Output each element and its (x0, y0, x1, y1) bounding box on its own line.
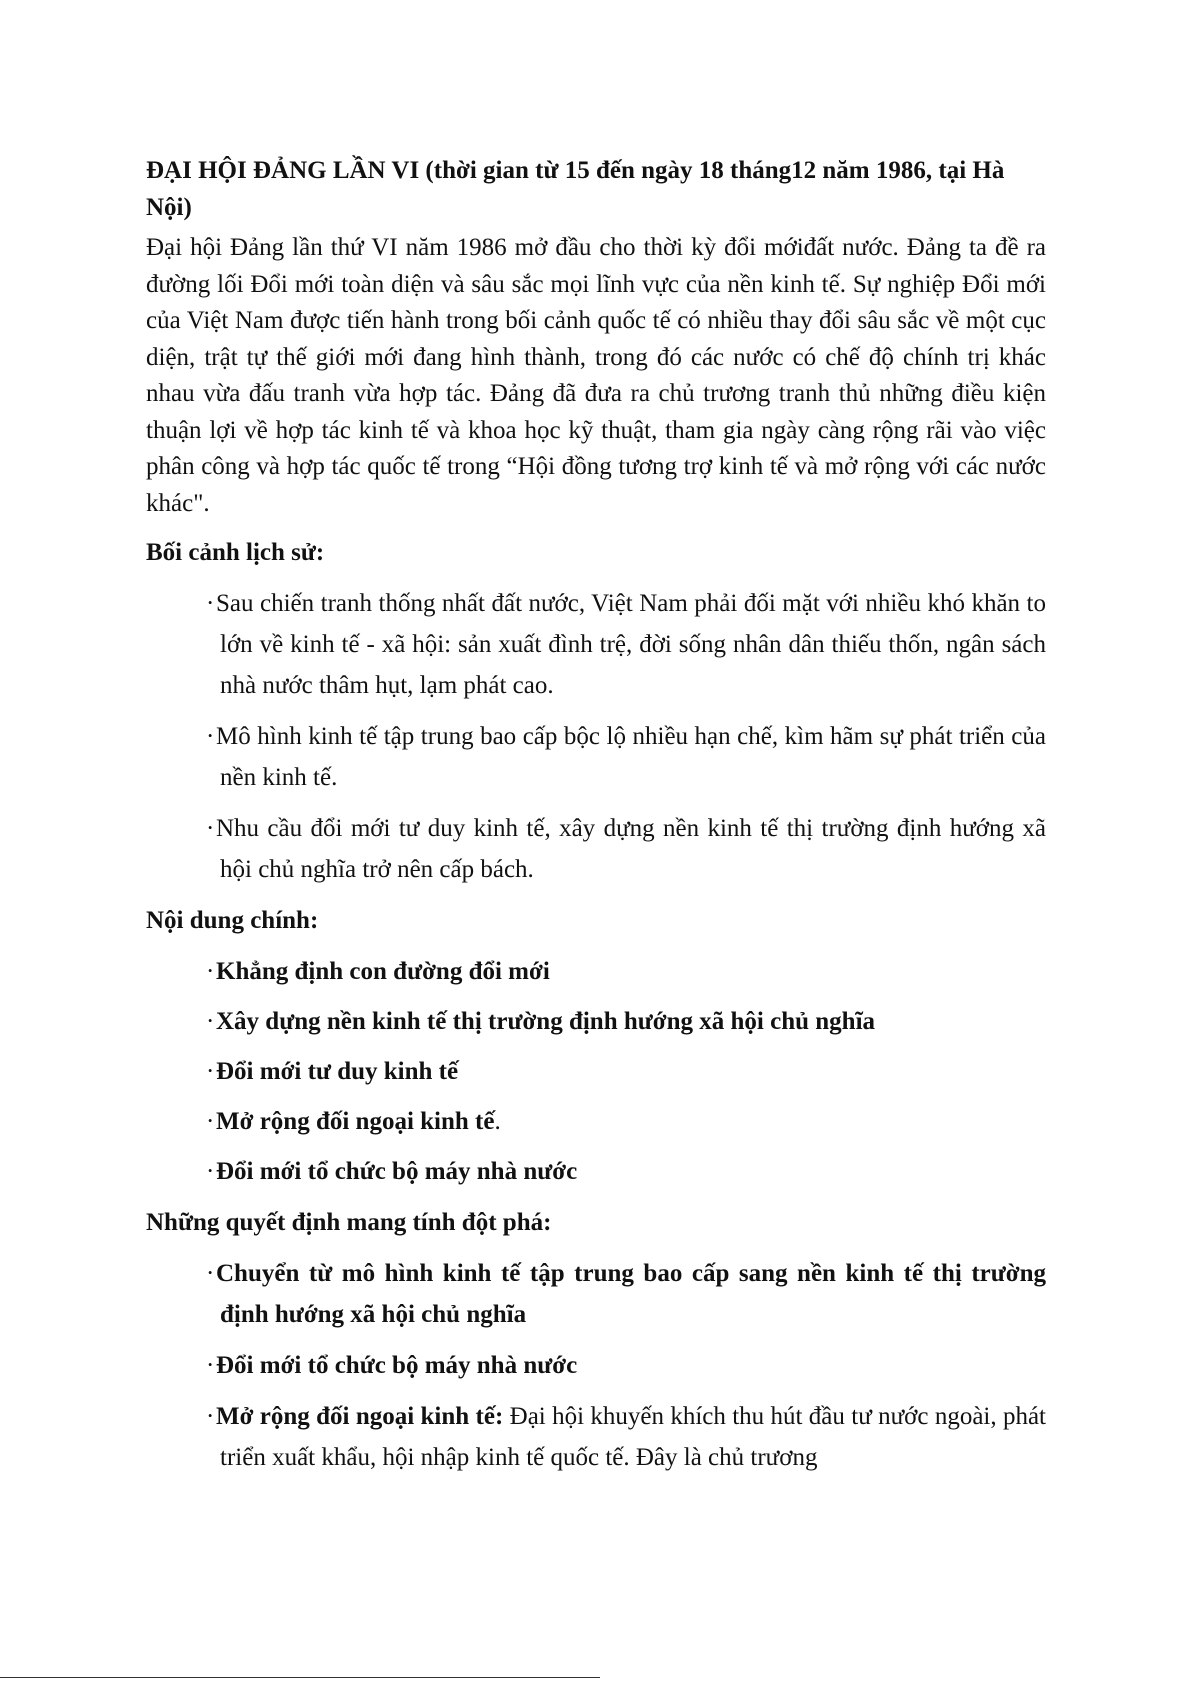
list-item (198, 1051, 1046, 1092)
bullet-icon: · (206, 723, 215, 750)
list-item (198, 1101, 1046, 1142)
bullet-icon: · (206, 1260, 215, 1287)
footer-divider (0, 1677, 600, 1678)
list-item-text: Đổi mới tổ chức bộ máy nhà nước (216, 1158, 578, 1185)
document-page (146, 152, 1046, 1488)
document-title: ĐẠI HỘI ĐẢNG LẦN VI (thời gian từ 15 đến ngày 18 tháng12 năm 1986, tại Hà Nội) (146, 157, 1005, 221)
list-item (198, 951, 1046, 992)
list-item (198, 1345, 1046, 1386)
content-heading: Nội dung chính: (146, 907, 319, 934)
bullet-icon: · (206, 815, 215, 842)
context-heading: Bối cảnh lịch sử: (146, 539, 325, 566)
bullet-icon: · (206, 958, 215, 985)
bullet-icon: · (206, 590, 215, 617)
list-item-text: Đổi mới tổ chức bộ máy nhà nước (216, 1352, 578, 1379)
breakthrough-heading: Những quyết định mang tính đột phá: (146, 1209, 552, 1236)
list-item (198, 583, 1046, 706)
bullet-icon: · (206, 1058, 215, 1085)
bullet-icon: · (206, 1008, 215, 1035)
list-item-text: Khẳng định con đường đổi mới (216, 958, 550, 985)
bullet-icon: · (206, 1108, 215, 1135)
list-item-suffix: . (494, 1108, 501, 1135)
intro-paragraph: Đại hội Đảng lần thứ VI năm 1986 mở đầu cho thời kỳ đổi mớiđất nước. Đảng ta đề ra đường lối Đổi mới toàn diện và sâu sắc mọi lĩnh vực của nền kinh tế. Sự nghiệp Đổi mới của Việt Nam được tiến hành trong bối cảnh quốc tế có nhiều thay đổi sâu sắc về một cục diện, trật tự thế giới mới đang hình thành, trong đó các nước có chế độ chính trị khác nhau vừa đấu tranh vừa hợp tác. Đảng đã đưa ra chủ trương tranh thủ những điều kiện thuận lợi về hợp tác kinh tế và khoa học kỹ thuật, tham gia ngày càng rộng rãi vào việc phân công và hợp tác quốc tế trong “Hội đồng tương trợ kinh tế và mở rộng với các nước khác". (146, 234, 1046, 517)
list-item-text: Xây dựng nền kinh tế thị trường định hướng xã hội chủ nghĩa (216, 1008, 876, 1035)
list-item-text: Sau chiến tranh thống nhất đất nước, Việt Nam phải đối mặt với nhiều khó khăn to lớn về kinh tế - xã hội: sản xuất đình trệ, đời sống nhân dân thiếu thốn, ngân sách nhà nước thâm hụt, lạm phát cao. (216, 590, 1046, 699)
list-item-text: Mở rộng đối ngoại kinh tế (216, 1108, 495, 1135)
bullet-icon: · (206, 1158, 215, 1185)
list-item (198, 1253, 1046, 1335)
list-item (198, 716, 1046, 798)
list-item-lead: Mở rộng đối ngoại kinh tế: (216, 1403, 504, 1430)
context-list (146, 583, 1046, 890)
list-item (198, 1396, 1046, 1478)
list-item (198, 808, 1046, 890)
list-item-text: Nhu cầu đổi mới tư duy kinh tế, xây dựng nền kinh tế thị trường định hướng xã hội chủ nghĩa trở nên cấp bách. (216, 815, 1046, 883)
list-item (198, 1001, 1046, 1042)
list-item-text: Đổi mới tư duy kinh tế (216, 1058, 459, 1085)
list-item (198, 1151, 1046, 1192)
bullet-icon: · (206, 1403, 215, 1430)
content-list (146, 951, 1046, 1192)
bullet-icon: · (206, 1352, 215, 1379)
list-item-text: Chuyển từ mô hình kinh tế tập trung bao cấp sang nền kinh tế thị trường định hướng xã hội chủ nghĩa (216, 1260, 1046, 1328)
list-item-text: Mô hình kinh tế tập trung bao cấp bộc lộ nhiều hạn chế, kìm hãm sự phát triển của nền kinh tế. (216, 723, 1046, 791)
list-item-text: Đại hội khuyến khích thu hút đầu tư nước ngoài, phát triển xuất khẩu, hội nhập kinh tế quốc tế. Đây là chủ trương (220, 1403, 1046, 1471)
breakthrough-list (146, 1253, 1046, 1478)
